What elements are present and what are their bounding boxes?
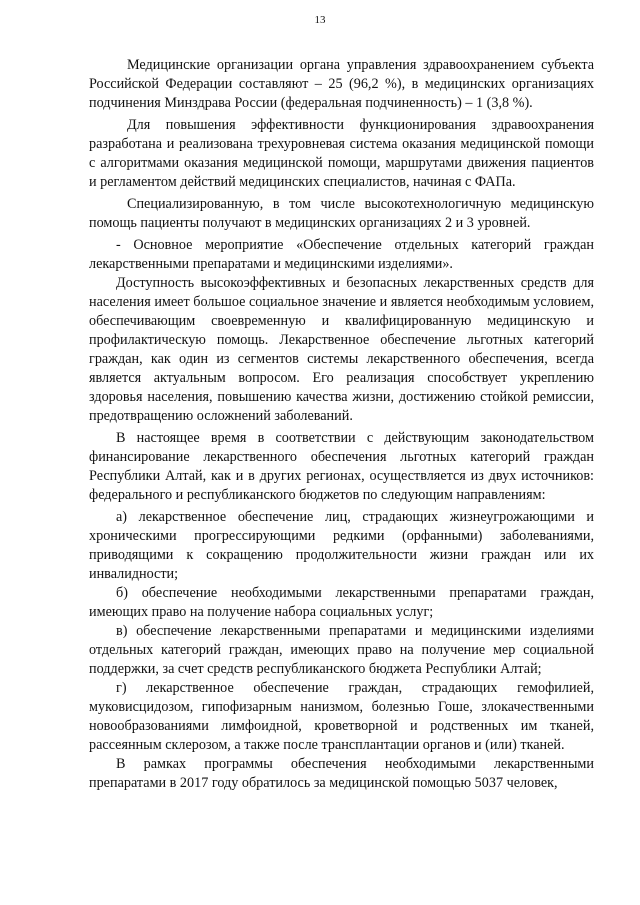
paragraph: В настоящее время в соответствии с действующим законодательством финансирование лекарственного обеспечения льготных категорий граждан Республики Алтай, как и в других регионах, осуществляется из двух источников: федерального и республиканского бюджетов по следующим направлениям: [89,430,594,503]
paragraph: Медицинские организации органа управления здравоохранением субъекта Российской Федерации составляют – 25 (96,2 %), в медицинских организациях подчинения Минздрава России (федеральная подчиненность) – 1 (3,8 %). [89,57,594,111]
list-item: г) лекарственное обеспечение граждан, страдающих гемофилией, муковисцидозом, гипофизарным нанизмом, болезнью Гоше, злокачественными новообразованиями лимфоидной, кроветворной и родственных им тканей, рассеянным склерозом, а также после трансплантации органов и (или) тканей. [89,680,594,753]
list-item: в) обеспечение лекарственными препаратами и медицинскими изделиями отдельных категорий граждан, имеющих право на получение мер социальной поддержки, за счет средств республиканского бюджета Республики Алтай; [89,623,594,677]
paragraph: - Основное мероприятие «Обеспечение отдельных категорий граждан лекарственными препаратами и медицинскими изделиями». [89,237,594,272]
list-item: б) обеспечение необходимыми лекарственными препаратами граждан, имеющих право на получение набора социальных услуг; [89,585,594,620]
paragraph: Для повышения эффективности функционирования здравоохранения разработана и реализована трехуровневая система оказания медицинской помощи с алгоритмами оказания медицинской помощи, маршрутами движения пациентов и регламентом действий медицинских специалистов, начиная с ФАПа. [89,117,594,190]
paragraph: Доступность высокоэффективных и безопасных лекарственных средств для населения имеет большое социальное значение и является необходимым условием, обеспечивающим своевременную и квалифицированную медицинскую и профилактическую помощь. Лекарственное обеспечение льготных категорий граждан, как один из сегментов системы лекарственного обеспечения, всегда является актуальным вопросом. Его реализация способствует укреплению здоровья населения, повышению качества жизни, достижению стойкой ремиссии, предотвращению осложнений заболеваний. [89,275,594,424]
paragraph: В рамках программы обеспечения необходимыми лекарственными препаратами в 2017 году обратилось за медицинской помощью 5037 человек, [89,756,594,791]
document-body [89,56,594,793]
paragraph: Специализированную, в том числе высокотехнологичную медицинскую помощь пациенты получают в медицинских организациях 2 и 3 уровней. [89,196,594,231]
page-number: 13 [314,14,326,26]
list-item: а) лекарственное обеспечение лиц, страдающих жизнеугрожающими и хроническими прогрессирующими редкими (орфанными) заболеваниями, приводящими к сокращению продолжительности жизни граждан или их инвалидности; [89,509,594,582]
